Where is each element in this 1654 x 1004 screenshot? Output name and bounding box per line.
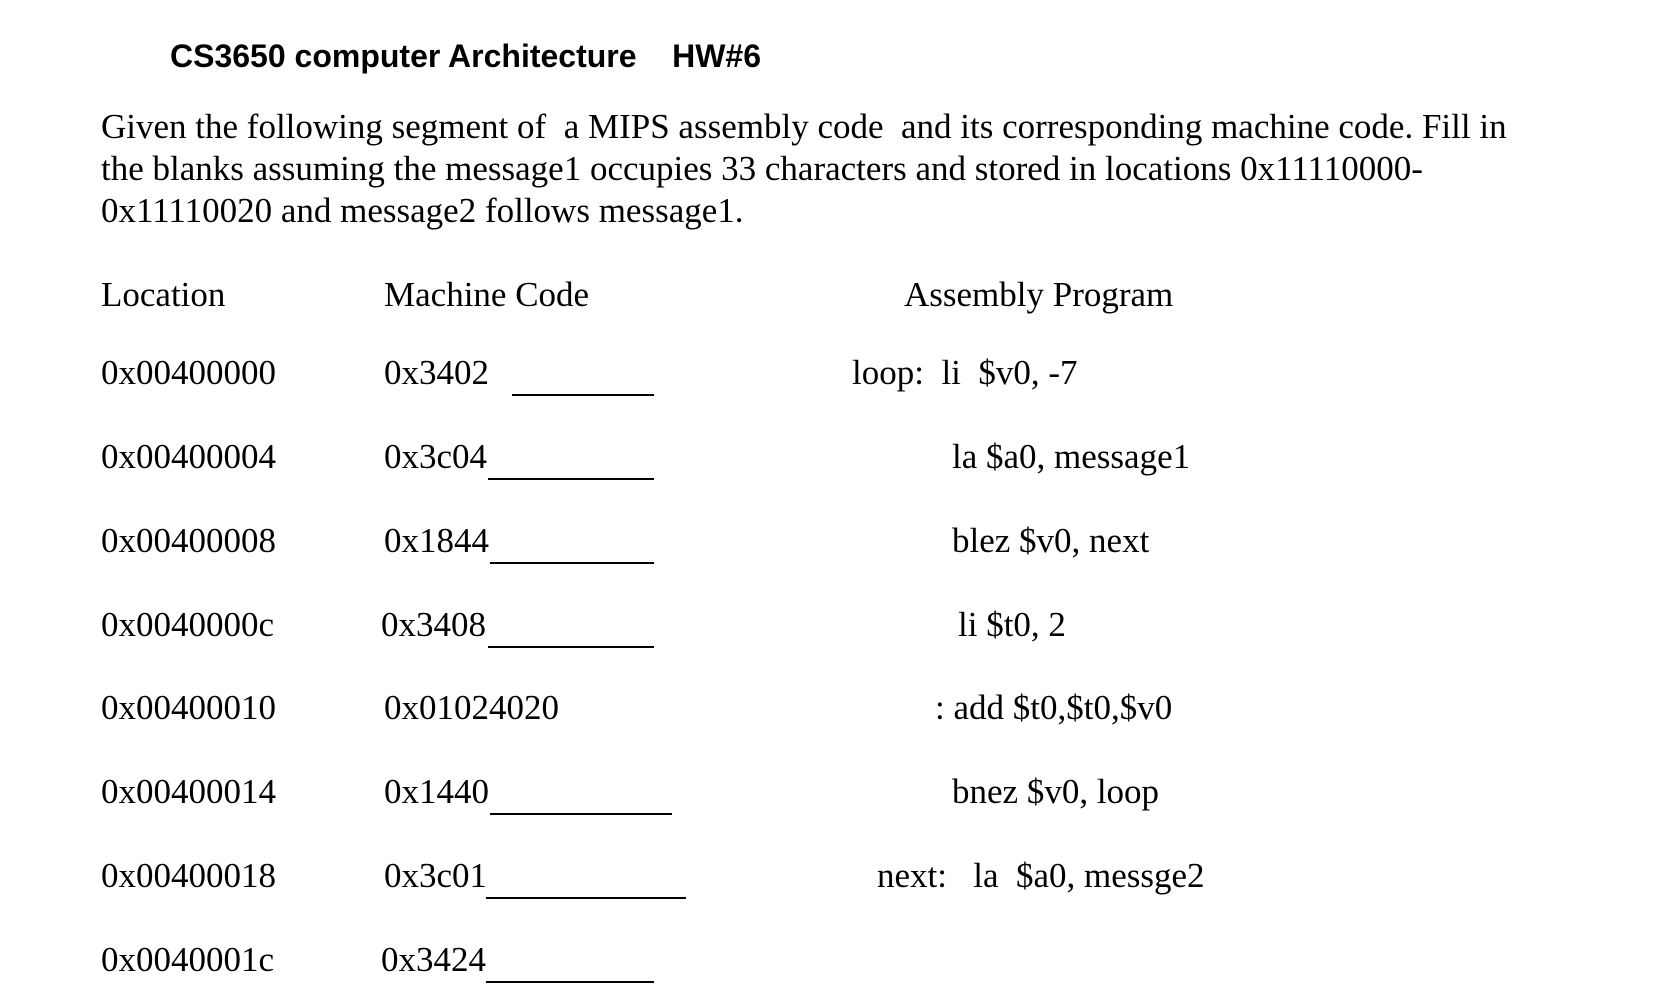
machine-code-cell: 0x1844 — [384, 521, 489, 560]
assembly-cell: : add $t0,$t0,$v0 — [935, 688, 1173, 727]
location-cell: 0x00400000 — [101, 353, 276, 392]
table-row — [0, 604, 1654, 654]
location-cell: 0x00400018 — [101, 856, 276, 895]
fill-in-blank — [486, 981, 654, 983]
location-cell: 0x0040001c — [101, 940, 275, 979]
table-row — [0, 352, 1654, 402]
fill-in-blank — [490, 813, 672, 815]
table-row — [0, 687, 1654, 737]
fill-in-blank — [488, 478, 654, 480]
assembly-cell: li $t0, 2 — [958, 605, 1066, 644]
table-row — [0, 436, 1654, 486]
problem-statement-line-2: the blanks assuming the message1 occupies 33 characters and stored in locations 0x11110000- — [101, 149, 1423, 188]
table-row — [0, 771, 1654, 821]
assembly-cell: next: la $a0, messge2 — [877, 856, 1205, 895]
assembly-cell: bnez $v0, loop — [952, 772, 1160, 811]
assembly-cell: blez $v0, next — [952, 521, 1150, 560]
fill-in-blank — [512, 394, 654, 396]
machine-code-cell: 0x3424 — [381, 940, 486, 979]
table-row — [0, 855, 1654, 905]
fill-in-blank — [486, 897, 686, 899]
fill-in-blank — [490, 562, 654, 564]
location-cell: 0x00400010 — [101, 688, 276, 727]
location-cell: 0x00400004 — [101, 437, 276, 476]
problem-statement-line-3: 0x11110020 and message2 follows message1. — [101, 191, 744, 230]
problem-statement-line-1: Given the following segment of a MIPS assembly code and its corresponding machine code. Fill in — [101, 107, 1507, 146]
machine-code-cell: 0x3402 — [384, 353, 489, 392]
machine-code-cell: 0x3c04 — [384, 437, 488, 476]
machine-code-cell: 0x3c01 — [384, 856, 488, 895]
header-machine-code: Machine Code — [384, 275, 590, 314]
machine-code-cell: 0x3408 — [381, 605, 486, 644]
machine-code-cell: 0x1440 — [384, 772, 489, 811]
assembly-cell: loop: li $v0, -7 — [852, 353, 1078, 392]
problem-statement — [101, 106, 1601, 232]
location-cell: 0x00400008 — [101, 521, 276, 560]
table-row — [0, 520, 1654, 570]
table-row — [0, 939, 1654, 989]
header-assembly-program: Assembly Program — [904, 275, 1174, 314]
location-cell: 0x0040000c — [101, 605, 275, 644]
location-cell: 0x00400014 — [101, 772, 276, 811]
machine-code-cell: 0x01024020 — [384, 688, 559, 727]
header-location: Location — [101, 275, 226, 314]
page-title: CS3650 computer Architecture HW#6 — [170, 38, 761, 74]
assembly-cell: la $a0, message1 — [952, 437, 1191, 476]
fill-in-blank — [488, 646, 654, 648]
